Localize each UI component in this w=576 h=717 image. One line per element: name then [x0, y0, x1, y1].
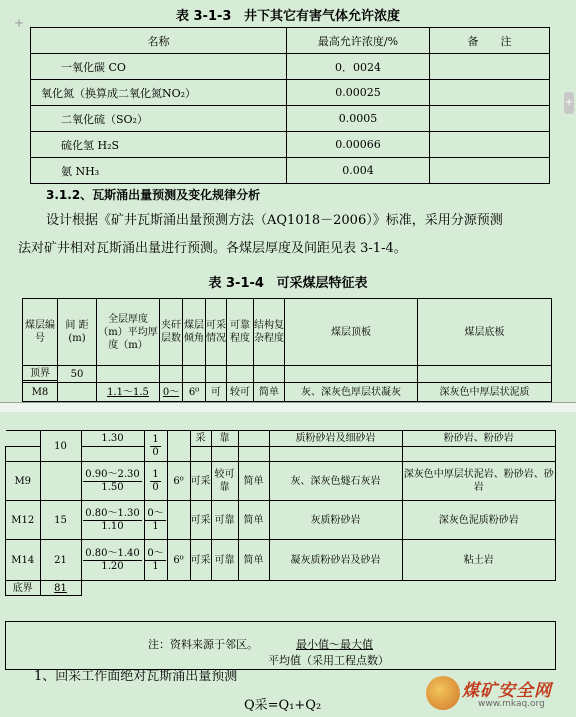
- table-resize-handle[interactable]: +: [564, 92, 574, 114]
- parting-fraction: [144, 462, 167, 501]
- col-header-minable: 可采情况: [206, 299, 227, 366]
- thickness-range: 1.1～1.5: [97, 383, 160, 402]
- parting-numerator: 1: [152, 433, 159, 445]
- logo-url: www.mkaq.org: [478, 699, 545, 709]
- table2-caption: [0, 272, 576, 291]
- note-prefix: 注：资料来源于邻区。: [148, 638, 258, 651]
- formula: Q采=Q₁+Q₂: [244, 698, 322, 713]
- roof-value: 灰、深灰色燧石灰岩: [269, 462, 402, 501]
- reliability-value: 靠: [211, 431, 238, 447]
- table-header-row: [23, 299, 552, 366]
- thickness-avg: 1.30: [81, 431, 144, 447]
- complexity-value: 简单: [238, 501, 269, 540]
- table1-caption: [0, 5, 576, 24]
- table-row: [6, 501, 556, 540]
- col-header-complexity: 结构复杂程度: [254, 299, 285, 366]
- gas-concentration-table: [30, 27, 550, 184]
- thickness-range: 0.80～1.40: [85, 547, 140, 559]
- complexity-value: 简单: [238, 540, 269, 581]
- gas-name: 氧化氮（换算成二氧化氮NO₂）: [31, 80, 287, 106]
- table-row: [23, 383, 552, 402]
- minable-value: 可采: [190, 540, 211, 581]
- minable-value: 可采: [190, 462, 211, 501]
- gas-name: 一氧化碳 CO: [31, 54, 287, 80]
- add-row-icon[interactable]: +: [14, 16, 25, 30]
- site-logo: [422, 672, 570, 716]
- floor-value: 深灰色中厚层状泥岩、粉砂岩、砂岩: [402, 462, 556, 501]
- floor-value: 深灰色泥质粉砂岩: [402, 501, 556, 540]
- gas-value: 0.00025: [287, 80, 430, 106]
- roof-value: 质粉砂岩及细砂岩: [269, 431, 402, 447]
- reliability-value: 可靠: [211, 501, 238, 540]
- table-row: [6, 581, 556, 596]
- floor-value: 粘土岩: [402, 540, 556, 581]
- thickness-range: 0.80～1.30: [85, 507, 140, 519]
- seam-id: M8: [23, 383, 58, 402]
- table1-caption-title: 井下其它有害气体允许浓度: [243, 9, 400, 24]
- gas-value: 0.004: [287, 158, 430, 184]
- reliability-value: 可靠: [211, 540, 238, 581]
- complexity-value: 简单: [254, 383, 285, 402]
- table-note: [5, 621, 556, 670]
- spacing-value: 15: [40, 501, 81, 540]
- table2-caption-title: 可采煤层特征表: [276, 276, 368, 291]
- thickness-avg: 1.50: [101, 481, 124, 493]
- parting-denominator: 0: [152, 446, 159, 458]
- gas-value: 0．0024: [287, 54, 430, 80]
- minable-value: 可: [206, 383, 227, 402]
- parting-fraction: [144, 540, 167, 581]
- logo-emblem-icon: [426, 676, 460, 710]
- parting-fraction: [144, 501, 167, 540]
- complexity-value: 简单: [238, 462, 269, 501]
- col-header-roof: 煤层顶板: [285, 299, 418, 366]
- coal-seam-table-continued: [5, 430, 556, 596]
- dip-value: 6⁰: [183, 383, 206, 402]
- parting-value: 0～: [160, 383, 183, 402]
- gas-name: 二氧化硫（SO₂）: [31, 106, 287, 132]
- thickness-fraction: [81, 540, 144, 581]
- paragraph-line: 法对矿井相对瓦斯涌出量进行预测。各煤层厚度及间距见表 3-1-4。: [18, 241, 407, 256]
- table-row: [6, 431, 556, 447]
- col-header-seam: 煤层编号: [23, 299, 58, 366]
- parting-numerator: 0～: [147, 547, 164, 559]
- logo-name: 煤矿安全网: [462, 681, 552, 701]
- gas-note: [430, 106, 550, 132]
- seam-id: M12: [6, 501, 41, 540]
- parting-denominator: 1: [152, 520, 159, 532]
- spacing-value: 21: [40, 540, 81, 581]
- spacing-value: 81: [40, 581, 81, 596]
- dip-value: 6⁰: [167, 540, 190, 581]
- minable-value: 可采: [190, 501, 211, 540]
- bottom-boundary-label: 底界: [6, 581, 41, 596]
- reliability-value: 较可: [227, 383, 254, 402]
- table-row: [31, 106, 550, 132]
- floor-value: 粉砂岩、粉砂岩: [402, 431, 556, 447]
- gas-note: [430, 80, 550, 106]
- col-header-name: 名称: [31, 28, 287, 54]
- gas-value: 0.0005: [287, 106, 430, 132]
- floor-value: 深灰色中厚层状泥质: [418, 383, 552, 402]
- spacing-value: 50: [58, 366, 97, 383]
- table-row: [31, 54, 550, 80]
- thickness-fraction: [81, 462, 144, 501]
- col-header-reliability: 可靠程度: [227, 299, 254, 366]
- col-header-parting: 夹矸层数: [160, 299, 183, 366]
- minable-value: 采: [190, 431, 211, 447]
- seam-id: M9: [6, 462, 41, 501]
- table1-caption-no: 表 3-1-3: [175, 9, 232, 24]
- table-header-row: [31, 28, 550, 54]
- col-header-note: 备 注: [430, 28, 550, 54]
- parting-denominator: 0: [152, 481, 159, 493]
- thickness-avg: 1.10: [101, 520, 124, 532]
- parting-numerator: 1: [152, 468, 159, 480]
- reliability-value: 较可靠: [211, 462, 238, 501]
- parting-denominator: 1: [152, 560, 159, 572]
- table2-caption-no: 表 3-1-4: [208, 276, 264, 291]
- table-row: [31, 158, 550, 184]
- note-legend-bottom: 平均值（采用工程点数）: [268, 654, 389, 667]
- note-legend-top: 最小值～最大值: [296, 638, 373, 651]
- coal-seam-table: [22, 298, 552, 402]
- top-boundary-label: 顶界: [23, 366, 58, 381]
- seam-id: M14: [6, 540, 41, 581]
- gas-name: 硫化氢 H₂S: [31, 132, 287, 158]
- spacing-value: 10: [40, 431, 81, 462]
- col-header-thickness: 全层厚度（m）平均厚度（m）: [97, 299, 160, 366]
- gas-note: [430, 158, 550, 184]
- col-header-concentration: 最高允许浓度/%: [287, 28, 430, 54]
- roof-value: 灰、深灰色厚层状凝灰: [285, 383, 418, 402]
- thickness-fraction: [81, 501, 144, 540]
- parting-fraction: [144, 431, 167, 462]
- thickness-avg: 1.20: [101, 560, 124, 572]
- section-heading: 3.1.2、瓦斯涌出量预测及变化规律分析: [46, 188, 261, 202]
- col-header-spacing: 间 距(m): [58, 299, 97, 366]
- table-row: [6, 462, 556, 501]
- table-row: [31, 80, 550, 106]
- table-row: [6, 540, 556, 581]
- table-row: [23, 366, 552, 381]
- roof-value: 凝灰质粉砂岩及砂岩: [269, 540, 402, 581]
- gas-note: [430, 132, 550, 158]
- gas-name: 氨 NH₃: [31, 158, 287, 184]
- col-header-floor: 煤层底板: [418, 299, 552, 366]
- table-row: [6, 447, 556, 462]
- table-row: [31, 132, 550, 158]
- col-header-dip: 煤层倾角: [183, 299, 206, 366]
- gas-note: [430, 54, 550, 80]
- subsection-title: 1、回采工作面绝对瓦斯涌出量预测: [34, 669, 238, 684]
- gas-value: 0.00066: [287, 132, 430, 158]
- roof-value: 灰质粉砂岩: [269, 501, 402, 540]
- paragraph-line: 设计根据《矿井瓦斯涌出量预测方法（AQ1018－2006）》标准，采用分源预测: [46, 213, 503, 228]
- parting-numerator: 0～: [147, 507, 164, 519]
- thickness-range: 0.90～2.30: [85, 468, 140, 480]
- dip-value: 6⁰: [167, 462, 190, 501]
